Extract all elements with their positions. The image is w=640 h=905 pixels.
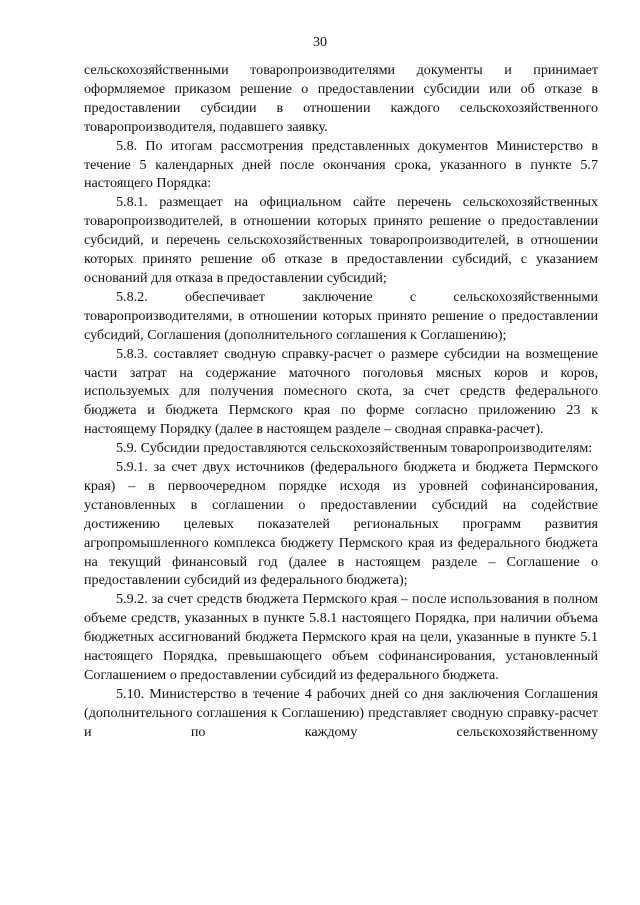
paragraph: 5.10. Министерство в течение 4 рабочих дней со дня заключения Соглашения (дополнительного соглашения к Соглашению) представляет сводную справку-расчет и по каждому сельскохозяйственному — [84, 685, 598, 740]
paragraph: 5.9.2. за счет средств бюджета Пермского края – после использования в полном объеме средств, указанных в пункте 5.8.1 настоящего Порядка, при наличии объема бюджетных ассигнований бюджета Пермского края на цели, указанные в пункте 5.1 настоящего Порядка, превышающего объем софинансирования, установленный Соглашением о предоставлении субсидий из федерального бюджета. — [84, 591, 598, 683]
paragraph: 5.8.1. размещает на официальном сайте перечень сельскохозяйственных товаропроизводителей, в отношении которых принято решение о предоставлении субсидий, и перечень сельскохозяйственных товаропроизводителей, в отношении которых принято решение об отказе в предоставлении субсидий, с указанием оснований для отказа в предоставлении субсидий; — [84, 194, 598, 286]
paragraph: 5.8.3. составляет сводную справку-расчет о размере субсидии на возмещение части затрат на содержание маточного поголовья мясных коров и коров, используемых для получения помесного скота, за счет средств федерального бюджета и бюджета Пермского края по форме согласно приложению 23 к настоящему Порядку (далее в настоящем разделе – сводная справка-расчет). — [84, 345, 598, 438]
paragraph: сельскохозяйственными товаропроизводителями документы и принимает оформляемое приказом решение о предоставлении субсидии или об отказе в предоставлении субсидии в отношении каждого сельскохозяйственного товаропроизводителя, подавшего заявку. — [84, 62, 598, 135]
paragraph: 5.8.2. обеспечивает заключение с сельскохозяйственными товаропроизводителями, в отношении которых принято решение о предоставлении субсидий, Соглашения (дополнительного соглашения к Соглашению); — [84, 288, 598, 343]
paragraph: 5.9. Субсидии предоставляются сельскохозяйственным товаропроизводителям: — [116, 440, 593, 457]
paragraph: 5.8. По итогам рассмотрения представленных документов Министерство в течение 5 календарных дней после окончания срока, указанного в пункте 5.7 настоящего Порядка: — [84, 137, 598, 192]
page-number: 30 — [312, 34, 328, 50]
document-body — [84, 61, 598, 742]
paragraph: 5.9.1. за счет двух источников (федерального бюджета и бюджета Пермского края) – в первоочередном порядке исходя из уровней софинансирования, установленных в соглашении о предоставлении субсидий на содействие достижению целевых показателей региональных программ развития агропромышленного комплекса бюджету Пермского края из федерального бюджета на текущий финансовый год (далее в настоящем разделе – Соглашение о предоставлении субсидий из федерального бюджета); — [84, 459, 598, 589]
